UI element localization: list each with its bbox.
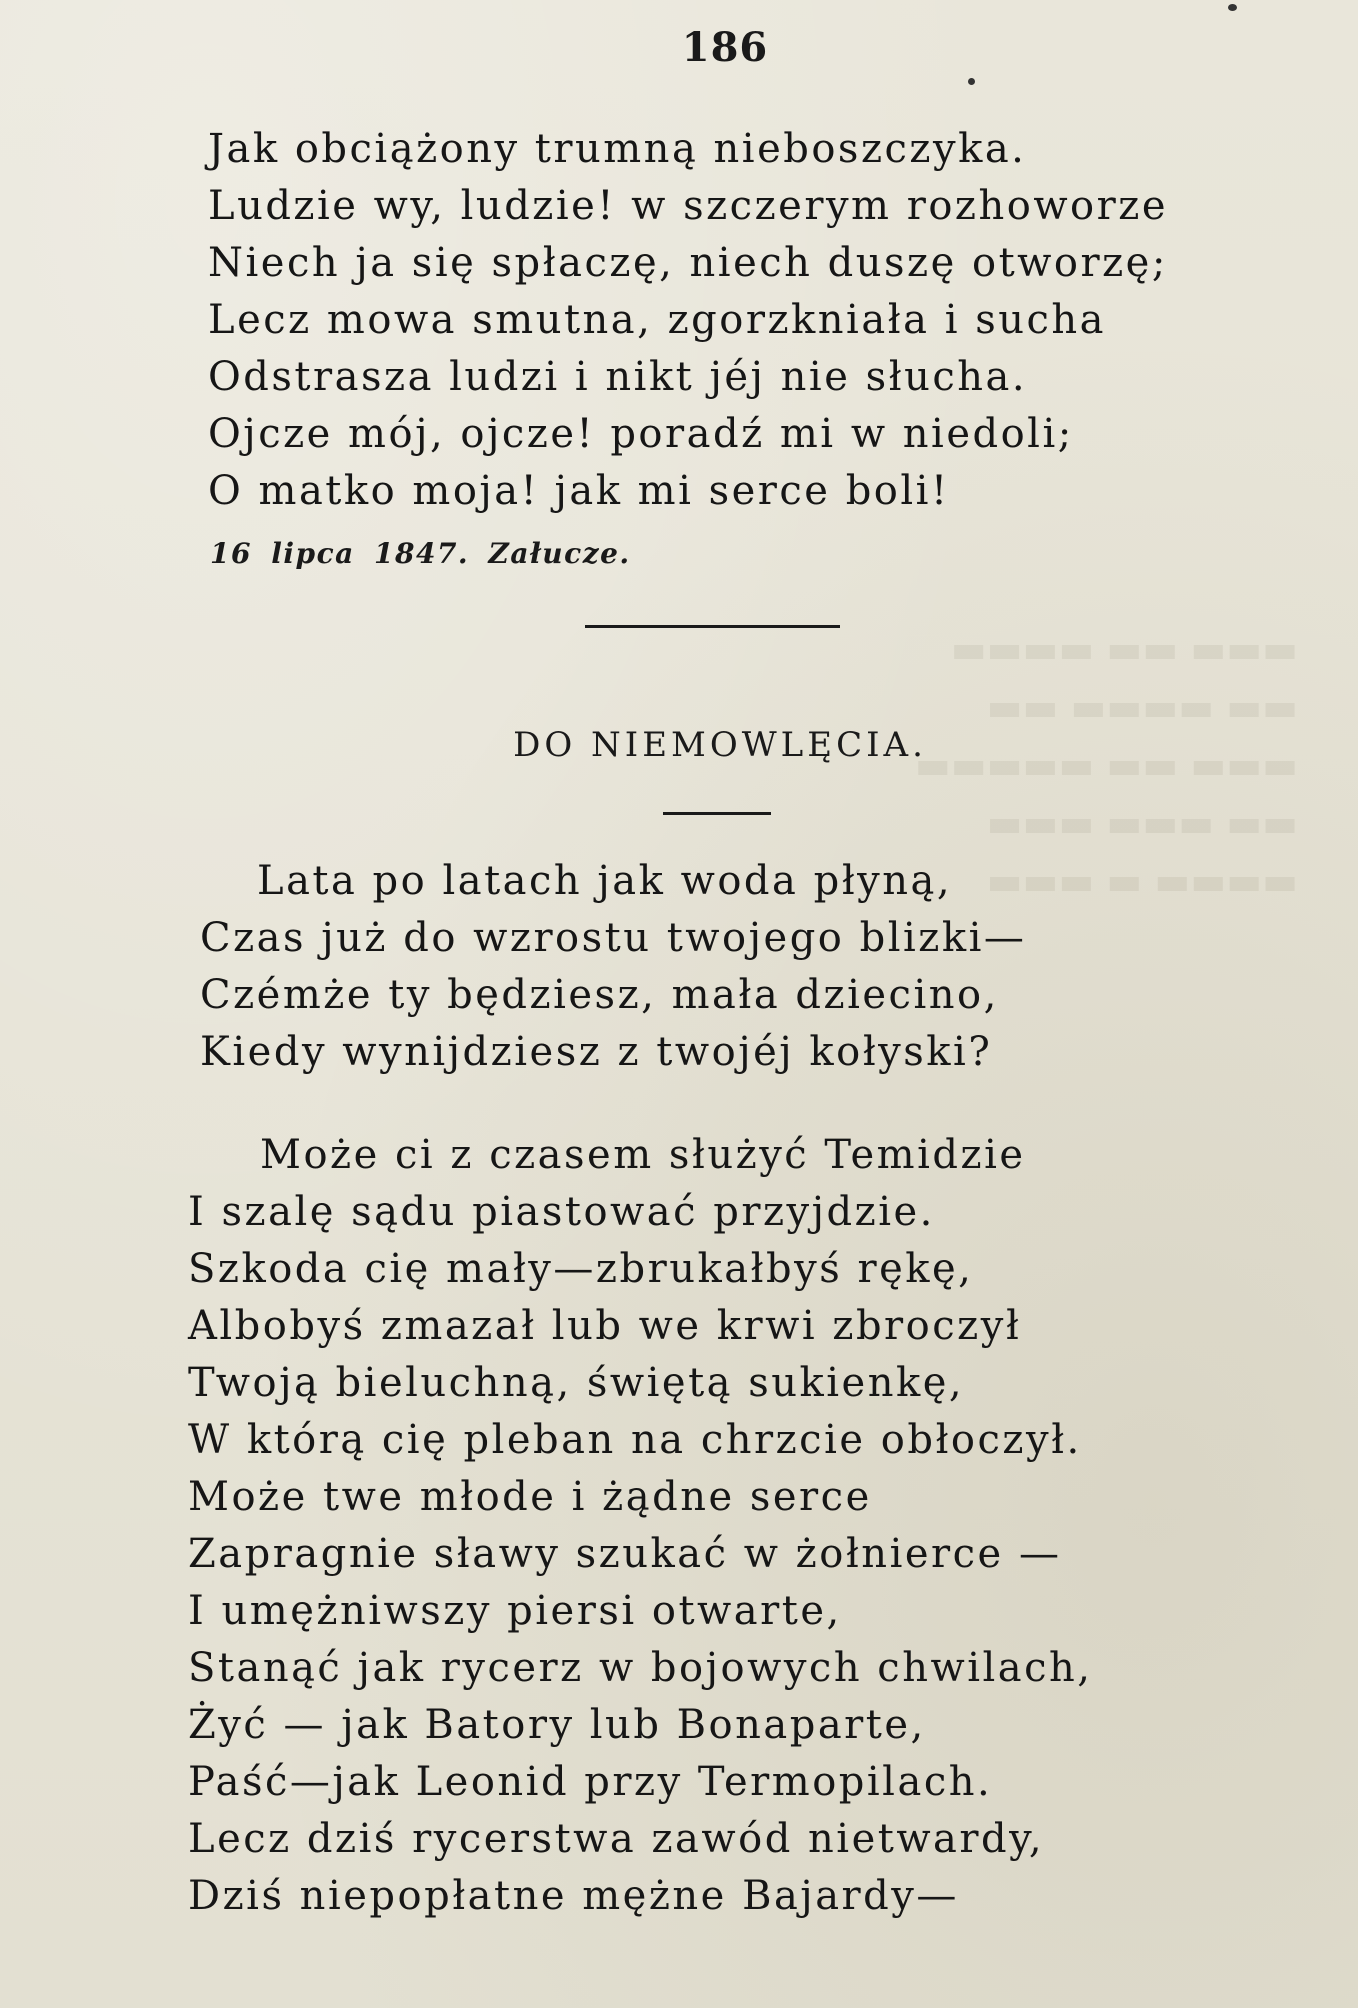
- dateline: 16 lipca 1847. Załucze.: [210, 537, 631, 570]
- stanza-previous-poem: [208, 121, 1168, 520]
- verse-line: Odstrasza ludzi i nikt jéj nie słucha.: [208, 354, 1028, 400]
- stanza-1: [200, 853, 1026, 1081]
- verse-line: Niech ja się spłaczę, niech duszę otworzę;: [208, 240, 1168, 286]
- verse-line: Czémże ty będziesz, mała dziecino,: [200, 972, 999, 1018]
- verse-line: Może ci z czasem służyć Temidzie: [260, 1132, 1026, 1178]
- verse-line: Paść—jak Leonid przy Termopilach.: [188, 1759, 993, 1805]
- show-through: ▬▬▬ ▬▬ ▬▬▬▬ ▬▬ ▬▬▬▬ ▬▬ ▬▬▬ ▬▬ ▬▬▬▬▬ ▬▬ ▬▬▬ ▬▬▬ ▬▬▬▬ ▬ ▬▬▬: [914, 627, 1298, 903]
- verse-line: Dziś niepopłatne mężne Bajardy—: [188, 1873, 959, 1919]
- verse-line: Może twe młode i żądne serce: [188, 1474, 872, 1520]
- verse-line: Albobyś zmazał lub we krwi zbroczył: [188, 1303, 1022, 1349]
- verse-line: Twoją bieluchną, świętą sukienkę,: [188, 1360, 965, 1406]
- verse-line: Lata po latach jak woda płyną,: [257, 858, 953, 904]
- verse-line: Kiedy wynijdziesz z twojéj kołyski?: [200, 1029, 993, 1075]
- title-underline: [663, 812, 771, 815]
- verse-line: Lecz mowa smutna, zgorzkniała i sucha: [208, 297, 1107, 343]
- ink-speck: [968, 78, 975, 85]
- verse-line: W którą cię pleban na chrzcie obłoczył.: [188, 1417, 1082, 1463]
- verse-line: Szkoda cię mały—zbrukałbyś rękę,: [188, 1246, 974, 1292]
- stanza-2: [188, 1127, 1093, 1925]
- section-divider: [585, 625, 840, 628]
- verse-line: Ludzie wy, ludzie! w szczerym rozhoworze: [208, 183, 1168, 229]
- poem-title: DO NIEMOWLĘCIA.: [513, 725, 927, 765]
- verse-line: Czas już do wzrostu twojego blizki—: [200, 915, 1027, 961]
- verse-line: I umężniwszy piersi otwarte,: [188, 1588, 842, 1634]
- verse-line: Zapragnie sławy szukać w żołnierce —: [188, 1531, 1062, 1577]
- verse-line: Ojcze mój, ojcze! poradź mi w niedoli;: [208, 411, 1074, 457]
- page-number: 186: [681, 24, 769, 71]
- verse-line: I szalę sądu piastować przyjdzie.: [188, 1189, 935, 1235]
- verse-line: Żyć — jak Batory lub Bonaparte,: [188, 1702, 926, 1748]
- verse-line: Lecz dziś rycerstwa zawód nietwardy,: [188, 1816, 1045, 1862]
- verse-line: Stanąć jak rycerz w bojowych chwilach,: [188, 1645, 1093, 1691]
- ink-speck: [1228, 4, 1237, 11]
- verse-line: Jak obciążony trumną nieboszczyka.: [208, 126, 1027, 172]
- verse-line: O matko moja! jak mi serce boli!: [208, 468, 950, 514]
